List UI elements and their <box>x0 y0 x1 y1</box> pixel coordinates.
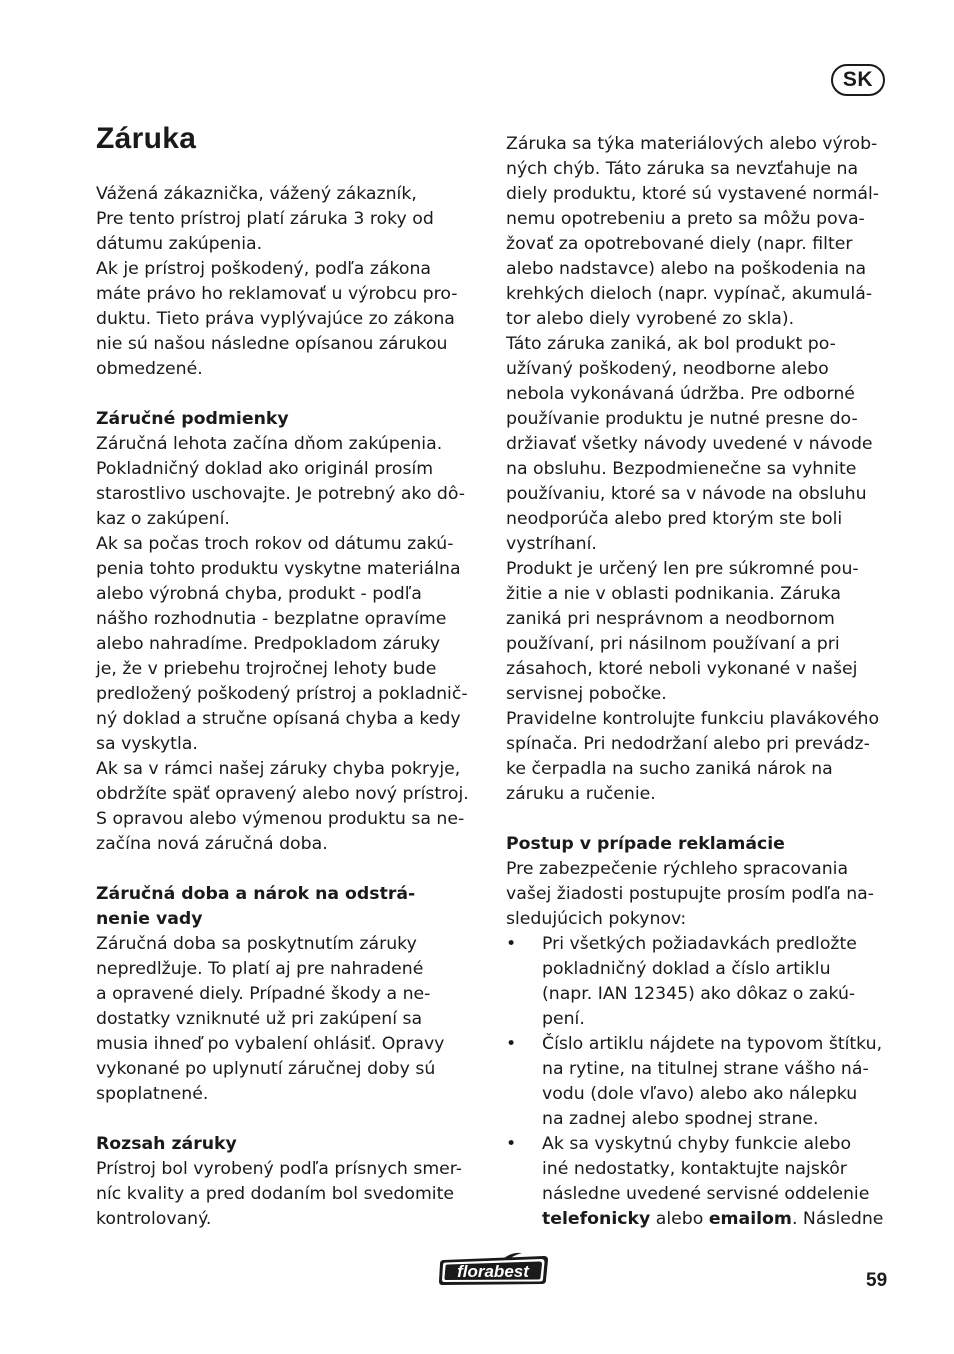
text-line: žitie a nie v oblasti podnikania. Záruka <box>506 584 841 604</box>
text-line: Ak sa v rámci našej záruky chyba pokryje, <box>96 759 461 779</box>
logo-text: florabest <box>457 1262 529 1281</box>
florabest-logo <box>438 1252 550 1288</box>
text-line: S opravou alebo výmenou produktu sa ne- <box>96 809 465 829</box>
text-line: servisnej pobočke. <box>506 684 667 704</box>
text-line: ných chýb. Táto záruka sa nevzťahuje na <box>506 159 859 179</box>
text-line: Produkt je určený len pre súkromné pou- <box>506 559 859 579</box>
text-line: Táto záruka zaniká, ak bol produkt po- <box>506 334 836 354</box>
text-line: alebo nahradíme. Predpokladom záruky <box>96 634 441 654</box>
text-line: Záruka sa týka materiálových alebo výrob- <box>506 134 878 154</box>
bullet-dot: • <box>506 1034 517 1054</box>
emphasis-text: emailom <box>708 1209 792 1229</box>
text-line: nemu opotrebeniu a preto sa môžu pova- <box>506 209 865 229</box>
text-line: žovať za opotrebované diely (napr. filter <box>506 234 853 254</box>
paragraph-gap <box>506 807 901 832</box>
text-line: Vážená zákaznička, vážený zákazník, <box>96 184 417 204</box>
paragraph-gap <box>96 382 491 407</box>
text-line: alebo nadstavce) alebo na poškodenia na <box>506 259 867 279</box>
text-line: nepredlžuje. To platí aj pre nahradené <box>96 959 424 979</box>
text-line: obmedzené. <box>96 359 203 379</box>
text-line: nie sú našou následne opísanou zárukou <box>96 334 448 354</box>
text-line: Pravidelne kontrolujte funkciu plavákového <box>506 709 880 729</box>
text-line: záruku a ručenie. <box>506 784 656 804</box>
text-line: zaniká pri nesprávnom a neodbornom <box>506 609 835 629</box>
text-line: níc kvality a pred dodaním bol svedomite <box>96 1184 455 1204</box>
language-badge: SK <box>831 64 885 96</box>
text-line: vodu (dole vľavo) alebo ako nálepku <box>542 1084 858 1104</box>
text-line: obdržíte späť opravený alebo nový prístroj. <box>96 784 469 804</box>
text-line: spínača. Pri nedodržaní alebo pri prevádz- <box>506 734 870 754</box>
text-line: predložený poškodený prístroj a pokladnič- <box>96 684 468 704</box>
text-line: dostatky vzniknuté už pri zakúpení sa <box>96 1009 423 1029</box>
text-line <box>542 1207 901 1232</box>
bullet-item <box>506 932 901 1032</box>
text-line: pení. <box>542 1009 585 1029</box>
bullet-dot: • <box>506 1134 517 1154</box>
text-line: Ak sa vyskytnú chyby funkcie alebo <box>542 1134 852 1154</box>
text-line: iné nedostatky, kontaktujte najskôr <box>542 1159 847 1179</box>
text-line: Pri všetkých požiadavkách predložte <box>542 934 857 954</box>
bullet-dot: • <box>506 934 517 954</box>
text-line: duktu. Tieto práva vyplývajúce zo zákona <box>96 309 455 329</box>
text-line: starostlivo uschovajte. Je potrebný ako dô- <box>96 484 466 504</box>
text-line: používaniu, ktoré sa v návode na obsluhu <box>506 484 867 504</box>
text-line: dátumu zakúpenia. <box>96 234 263 254</box>
text-line: nášho rozhodnutia - bezplatne opravíme <box>96 609 447 629</box>
text-line: Pre zabezpečenie rýchleho spracovania <box>506 859 849 879</box>
text-line: Pokladničný doklad ako originál prosím <box>96 459 434 479</box>
text-line: vystríhaní. <box>506 534 597 554</box>
text-line: následne uvedené servisné oddelenie <box>542 1184 870 1204</box>
section-heading: Záručná doba a nárok na odstrá- <box>96 884 416 904</box>
text-line: užívaný poškodený, neodborne alebo <box>506 359 829 379</box>
section-heading: Záručné podmienky <box>96 409 289 429</box>
text-line: vykonané po uplynutí záručnej doby sú <box>96 1059 436 1079</box>
text-line: na rytine, na titulnej strane vášho ná- <box>542 1059 869 1079</box>
text-line: pokladničný doklad a číslo artiklu <box>542 959 831 979</box>
page-title: Záruka <box>96 122 197 155</box>
text-line: sa vyskytla. <box>96 734 198 754</box>
text-fragment: alebo <box>650 1209 709 1229</box>
text-line: máte právo ho reklamovať u výrobcu pro- <box>96 284 458 304</box>
section-heading: nenie vady <box>96 909 203 929</box>
text-line: ný doklad a stručne opísaná chyba a kedy <box>96 709 461 729</box>
bullet-item <box>506 1032 901 1132</box>
text-line: kontrolovaný. <box>96 1209 212 1229</box>
text-fragment: . Následne <box>791 1209 884 1229</box>
right-column <box>506 132 901 1232</box>
text-line: na zadnej alebo spodnej strane. <box>542 1109 819 1129</box>
paragraph-gap <box>96 857 491 882</box>
text-line: Záručná doba sa poskytnutím záruky <box>96 934 417 954</box>
text-line: vašej žiadosti postupujte prosím podľa na- <box>506 884 874 904</box>
text-line: používaní, pri násilnom používaní a pri <box>506 634 840 654</box>
text-line: musia ihneď po vybalení ohlásiť. Opravy <box>96 1034 445 1054</box>
text-line: diely produktu, ktoré sú vystavené normál- <box>506 184 880 204</box>
text-line: Záručná lehota začína dňom zakúpenia. <box>96 434 443 454</box>
left-column <box>96 182 491 1232</box>
text-line: a opravené diely. Prípadné škody a ne- <box>96 984 431 1004</box>
text-line: krehkých dieloch (napr. vypínač, akumulá- <box>506 284 873 304</box>
text-line: Číslo artiklu nájdete na typovom štítku, <box>542 1034 883 1054</box>
text-line: alebo výrobná chyba, produkt - podľa <box>96 584 422 604</box>
text-line: ke čerpadla na sucho zaniká nárok na <box>506 759 833 779</box>
text-line: zásahoch, ktoré neboli vykonané v našej <box>506 659 858 679</box>
text-line: je, že v priebehu trojročnej lehoty bude <box>96 659 437 679</box>
text-line: spoplatnené. <box>96 1084 209 1104</box>
text-line: tor alebo diely vyrobené zo skla). <box>506 309 795 329</box>
text-line: na obsluhu. Bezpodmienečne sa vyhnite <box>506 459 857 479</box>
text-line: Pre tento prístroj platí záruka 3 roky od <box>96 209 434 229</box>
section-heading: Rozsah záruky <box>96 1134 237 1154</box>
emphasis-text: telefonicky <box>542 1209 651 1229</box>
text-line: Prístroj bol vyrobený podľa prísnych smer- <box>96 1159 463 1179</box>
text-line: používanie produktu je nutné presne do- <box>506 409 858 429</box>
text-line: Ak je prístroj poškodený, podľa zákona <box>96 259 432 279</box>
text-line: penia tohto produktu vyskytne materiálna <box>96 559 461 579</box>
paragraph-gap <box>96 1107 491 1132</box>
text-line: kaz o zakúpení. <box>96 509 230 529</box>
bullet-item <box>506 1132 901 1232</box>
text-line: neodporúča alebo pred ktorým ste boli <box>506 509 843 529</box>
text-line: sledujúcich pokynov: <box>506 909 687 929</box>
section-heading: Postup v prípade reklamácie <box>506 834 785 854</box>
text-line: (napr. IAN 12345) ako dôkaz o zakú- <box>542 984 856 1004</box>
text-line: začína nová záručná doba. <box>96 834 328 854</box>
page-number: 59 <box>866 1270 888 1291</box>
text-line: Ak sa počas troch rokov od dátumu zakú- <box>96 534 454 554</box>
text-line: nebola vykonávaná údržba. Pre odborné <box>506 384 855 404</box>
text-line: držiavať všetky návody uvedené v návode <box>506 434 873 454</box>
